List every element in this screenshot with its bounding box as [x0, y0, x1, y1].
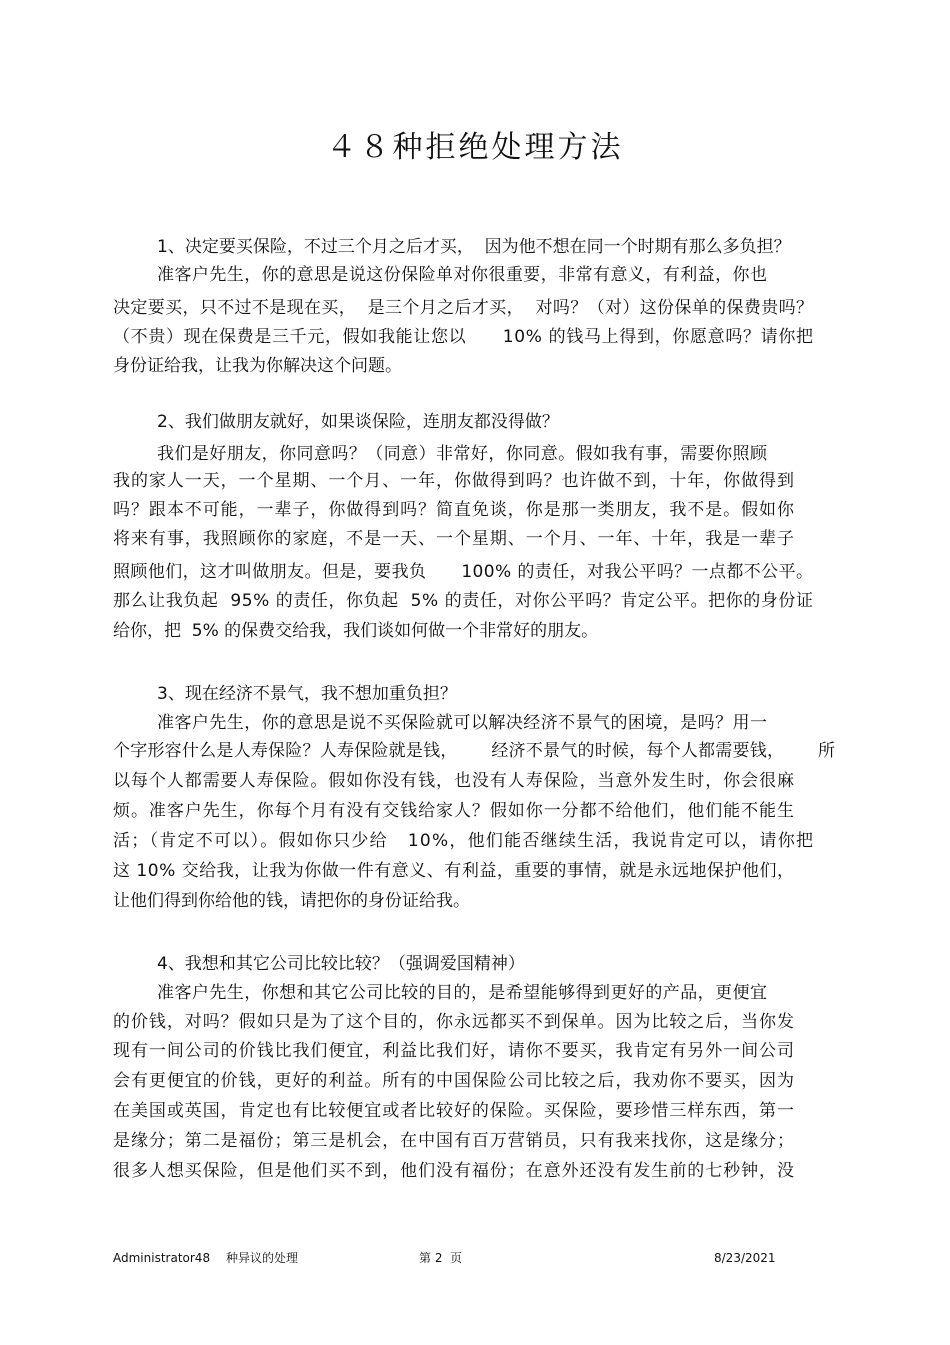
text-line: 以每个人都需要人寿保险。假如你没有钱，也没有人寿保险，当意外发生时，你会很麻	[113, 771, 795, 791]
text-line: 是缘分；第二是福份；第三是机会，在中国有百万营销员，只有我来找你，这是缘分；	[113, 1131, 795, 1151]
text-line: 现有一间公司的价钱比我们便宜，利益比我们好，请你不要买，我肯定有另外一间公司	[113, 1041, 795, 1061]
text-line: 给你，把 5% 的保费交给我，我们谈如何做一个非常好的朋友。	[113, 621, 599, 641]
text-line: 准客户先生，你想和其它公司比较的目的，是希望能够得到更好的产品，更便宜	[157, 983, 768, 1003]
text-line: 的价钱，对吗？假如只是为了这个目的，你永远都买不到保单。因为比较之后，当你发	[113, 1012, 795, 1032]
text-line: 我的家人一天，一个星期、一个月、一年，你做得到吗？也许做不到，十年，你做得到	[113, 471, 795, 491]
text-line: 照顾他们，这才叫做朋友。但是，要我负 100% 的责任，对我公平吗？一点都不公平。	[113, 562, 814, 582]
text-line: 那么让我负起 95% 的责任，你负起 5% 的责任，对你公平吗？肯定公平。把你的身份证	[113, 591, 814, 611]
page-title: ４８种拒绝处理方法	[326, 130, 624, 165]
text-line: 很多人想买保险，但是他们买不到，他们没有福份；在意外还没有发生前的七秒钟，没	[113, 1161, 795, 1181]
text-line: 烦。准客户先生，你每个月有没有交钱给家人？假如你一分都不给他们，他们能不能生	[113, 801, 795, 821]
footer-document-name: Administrator48	[113, 1251, 211, 1265]
footer-date: 8/23/2021	[714, 1251, 776, 1265]
text-line: 在美国或英国，肯定也有比较便宜或者比较好的保险。买保险，要珍惜三样东西，第一	[113, 1101, 795, 1121]
text-line: 4、我想和其它公司比较比较？（强调爱国精神）	[157, 954, 525, 974]
text-line: 这 10% 交给我，让我为你做一件有意义、有利益，重要的事情，就是永远地保护他们，	[113, 861, 795, 881]
footer-section-name: 种异议的处理	[226, 1251, 299, 1265]
text-line: 我们是好朋友，你同意吗？（同意）非常好，你同意。假如我有事，需要你照顾	[157, 444, 768, 464]
text-line: 活；（肯定不可以）。假如你只少给 10%，他们能否继续生活，我说肯定可以，请你把	[113, 831, 815, 851]
text-line: 准客户先生，你的意思是说这份保险单对你很重要，非常有意义，有利益，你也	[157, 265, 768, 285]
text-line: 身份证给我，让我为你解决这个问题。	[113, 356, 402, 376]
text-line: 决定要买，只不过不是现在买， 是三个月之后才买， 对吗？（对）这份保单的保费贵吗？	[113, 298, 814, 318]
text-line: 3、现在经济不景气，我不想加重负担？	[157, 684, 457, 704]
text-line: 准客户先生，你的意思是说不买保险就可以解决经济不景气的困境，是吗？用一	[157, 713, 768, 733]
text-line: 将来有事，我照顾你的家庭，不是一天、一个星期、一个月、一年、十年，我是一辈子	[113, 529, 795, 549]
text-line: 让他们得到你给他的钱，请把你的身份证给我。	[113, 891, 470, 911]
text-line: 个字形容什么是人寿保险？人寿保险就是钱， 经济不景气的时候，每个人都需要钱， 所	[113, 741, 836, 761]
text-line: 吗？跟本不可能，一辈子，你做得到吗？简直免谈，你是那一类朋友，我不是。假如你	[113, 500, 795, 520]
text-line: 会有更便宜的价钱，更好的利益。所有的中国保险公司比较之后，我劝你不要买，因为	[113, 1071, 795, 1091]
text-line: 2、我们做朋友就好，如果谈保险，连朋友都没得做？	[157, 412, 559, 432]
text-line: 1、决定要买保险，不过三个月之后才买， 因为他不想在同一个时期有那么多负担？	[157, 237, 791, 257]
text-line: （不贵）现在保费是三千元，假如我能让您以 10% 的钱马上得到，你愿意吗？请你把	[113, 327, 814, 347]
footer-page-number: 第 2 页	[419, 1251, 463, 1265]
